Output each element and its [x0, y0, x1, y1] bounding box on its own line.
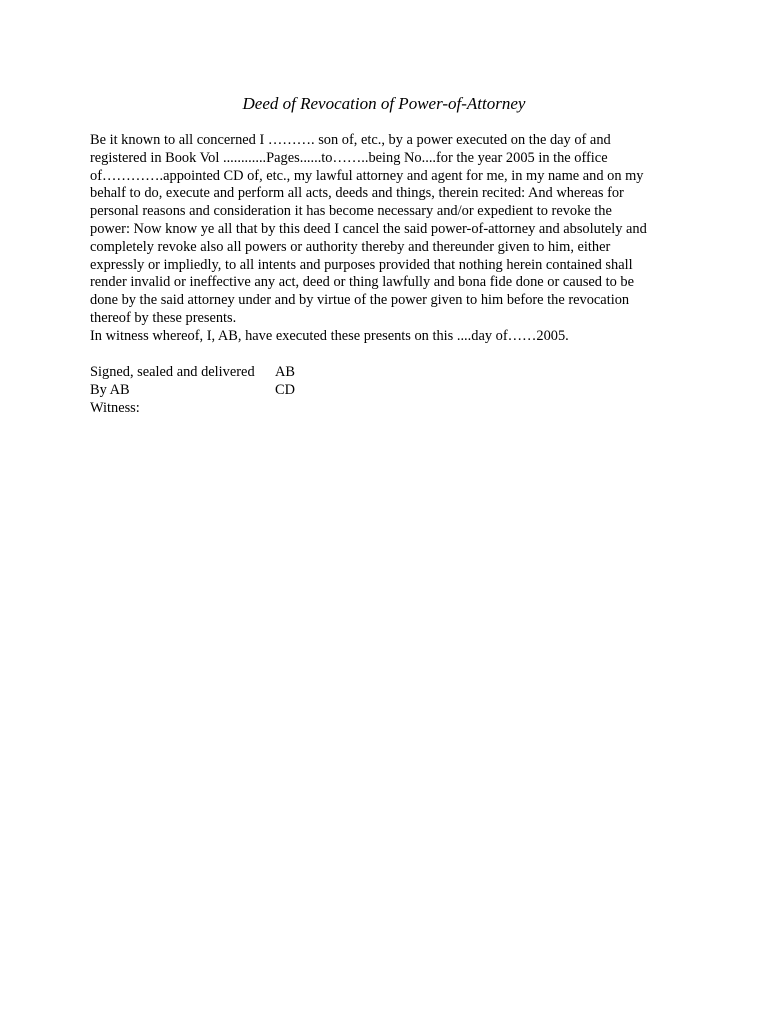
body-line: done by the said attorney under and by virtue of the power given to him before the revocation: [90, 292, 630, 309]
signed-sealed-label: Signed, sealed and delivered: [90, 364, 255, 380]
body-line: behalf to do, execute and perform all acts, deeds and things, therein recited: And whereas for: [90, 185, 624, 202]
document-title: Deed of Revocation of Power-of-Attorney: [242, 94, 526, 113]
body-line: Be it known to all concerned I ………. son of, etc., by a power executed on the day of and: [90, 132, 611, 148]
signature-block: [90, 364, 295, 417]
body-line: power: Now know ye all that by this deed I cancel the said power-of-attorney and absolutely and: [90, 220, 647, 237]
signatory-ab: AB: [275, 364, 295, 380]
signature-row: [90, 364, 295, 382]
document-body: [90, 132, 690, 346]
by-label: By AB: [90, 381, 130, 398]
body-line: expressly or impliedly, to all intents and purposes provided that nothing herein contained shall: [90, 256, 633, 273]
body-line: completely revoke also all powers or authority thereby and thereunder given to him, either: [90, 238, 611, 255]
body-line: render invalid or ineffective any act, deed or thing lawfully and bona fide done or caused to be: [90, 274, 634, 291]
signature-row: [90, 400, 295, 418]
witness-label: Witness:: [90, 399, 140, 416]
signatory-cd: CD: [275, 381, 295, 398]
witness-clause: In witness whereof, I, AB, have executed these presents on this ....day of……2005.: [90, 327, 569, 344]
body-line: thereof by these presents.: [90, 309, 237, 326]
signature-row: [90, 382, 295, 400]
body-line: personal reasons and consideration it has become necessary and/or expedient to revoke the: [90, 203, 612, 220]
body-line: registered in Book Vol ............Pages......to……..being No....for the year 2005 in the office: [90, 149, 608, 166]
body-line: of………….appointed CD of, etc., my lawful attorney and agent for me, in my name and on my: [90, 167, 644, 184]
